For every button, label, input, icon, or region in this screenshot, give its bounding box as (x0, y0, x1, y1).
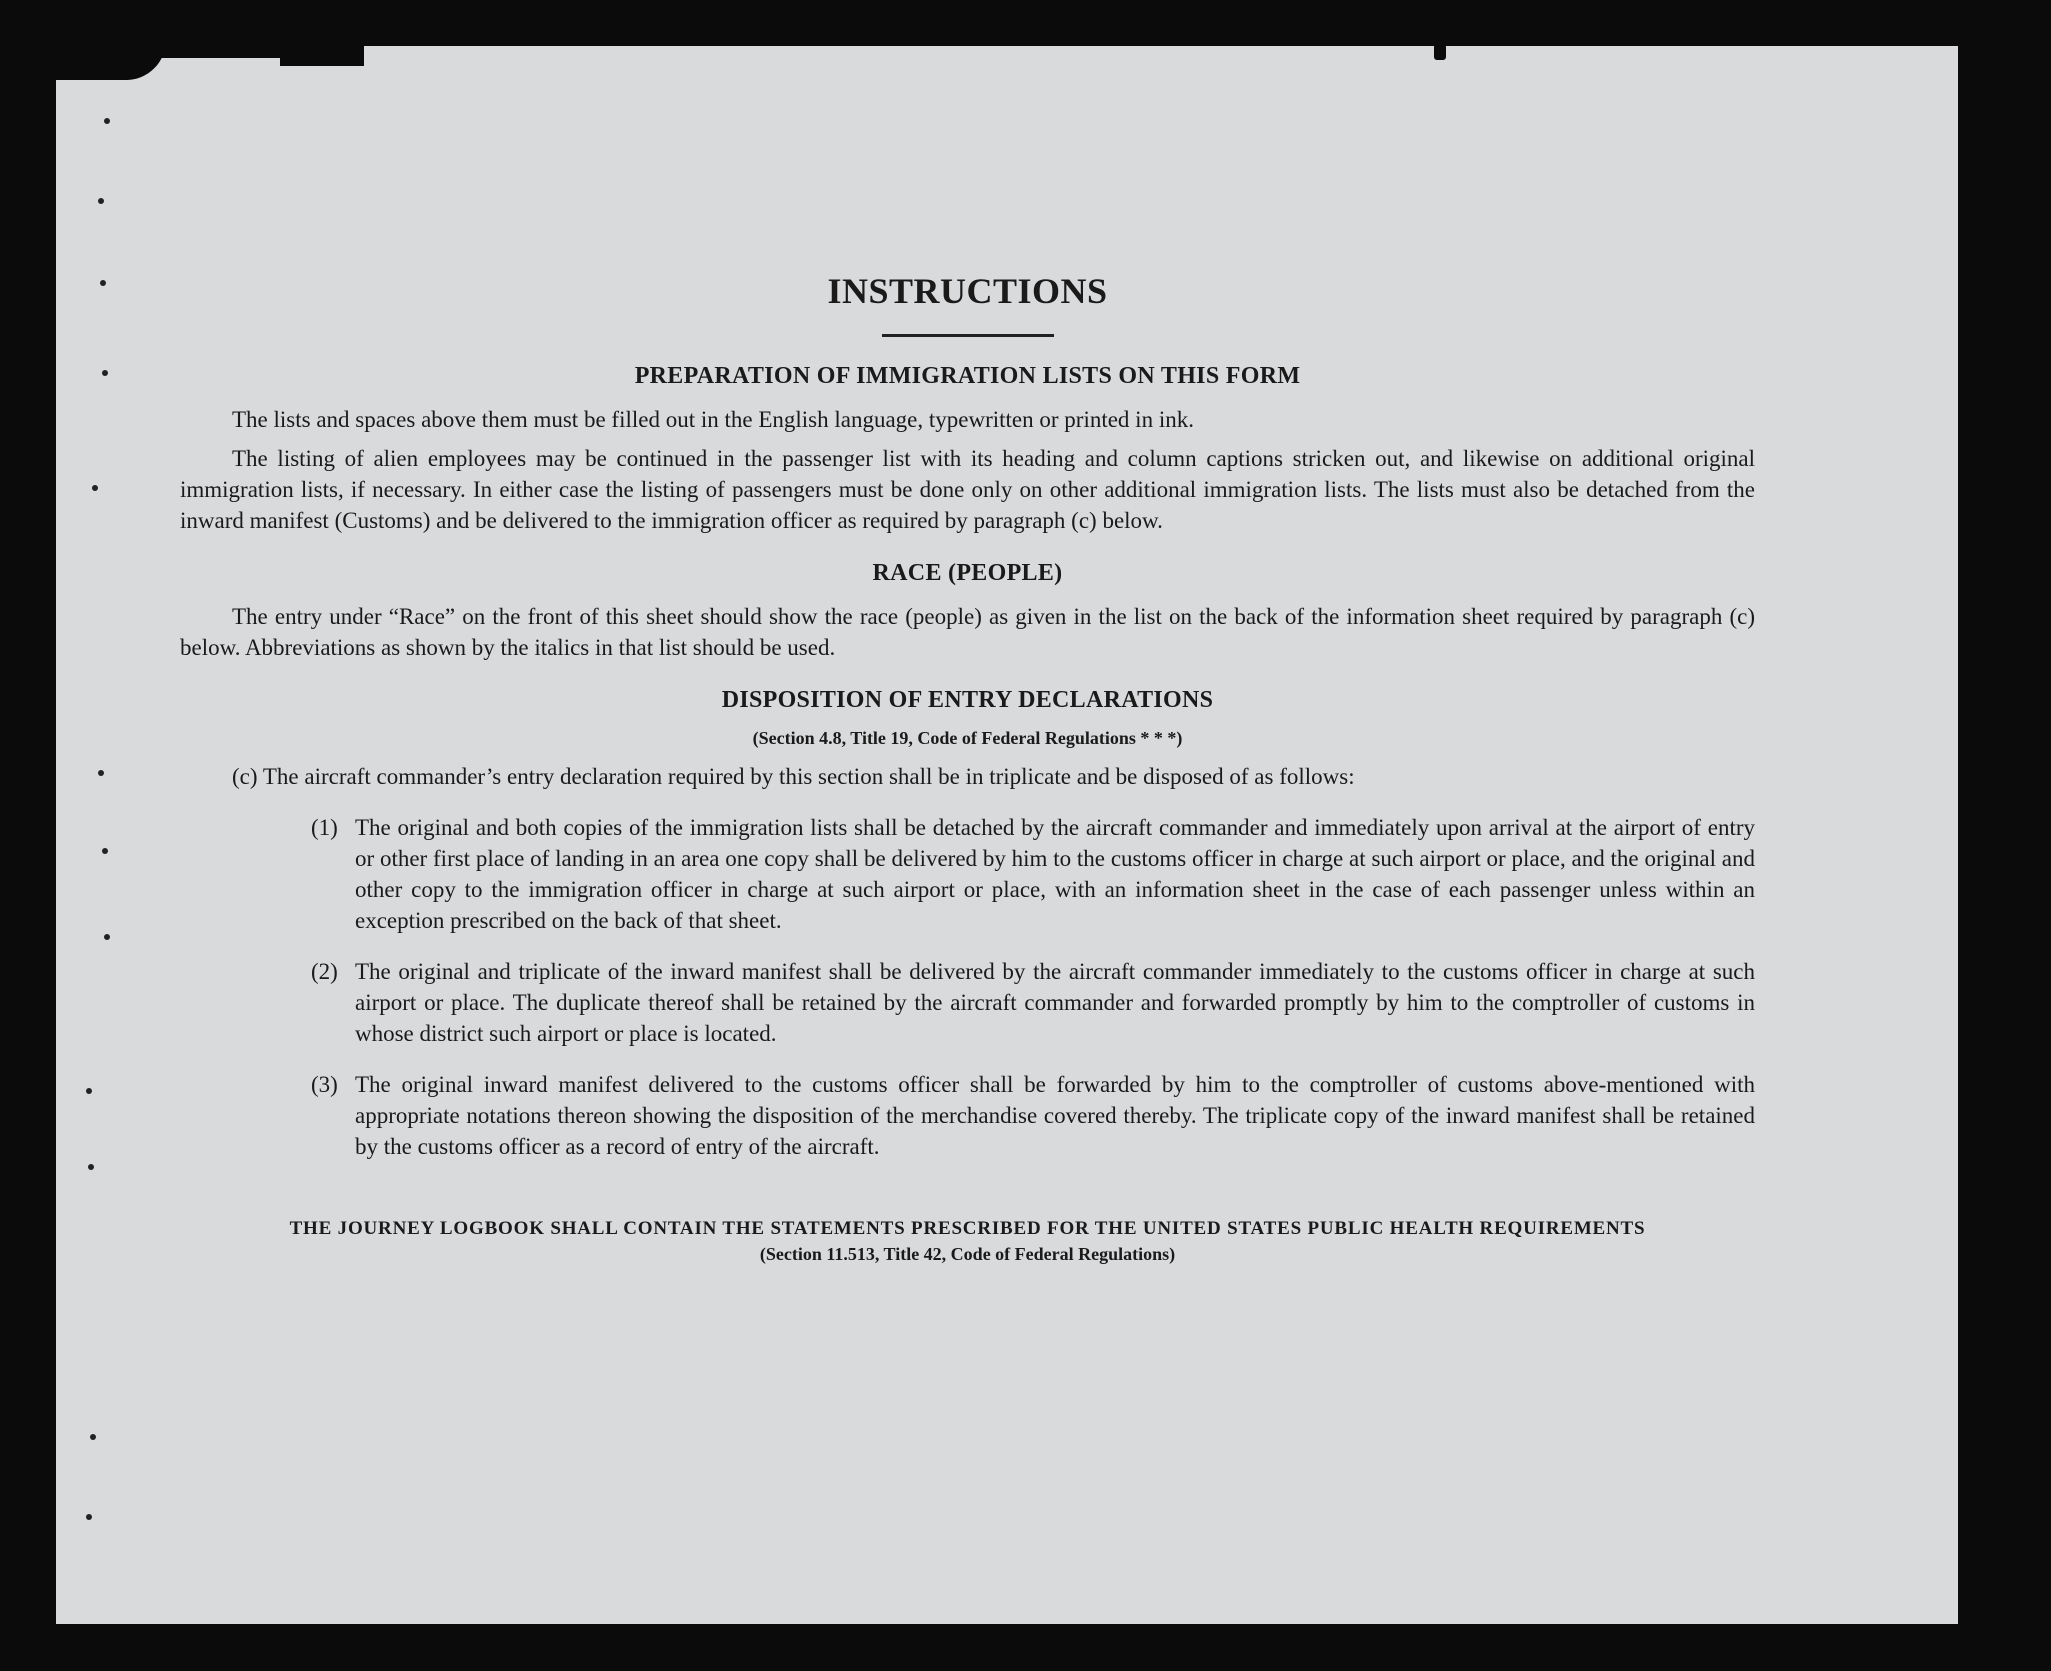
list-item-text: The original and triplicate of the inward manifest shall be delivered by the aircraft commander immediately to the customs officer in charge at such airport or place. The duplicate thereof shall be retained by the aircraft commander and forwarded promptly by him to the comptroller of customs in whose district such airport or place is located. (355, 959, 1755, 1046)
punch-mark (100, 280, 106, 286)
list-item-text: The original and both copies of the immigration lists shall be detached by the aircraft commander and immediately upon arrival at the airport of entry or other first place of landing in an area one copy shall be delivered by him to the customs officer in charge at such airport or place, and the original and other copy to the immigration officer in charge at such airport or place, with an information sheet in the case of each passenger unless within an exception prescribed on the back of that sheet. (355, 815, 1755, 933)
instructions-content (180, 270, 1755, 1265)
punch-mark (88, 1164, 94, 1170)
footer-statement: THE JOURNEY LOGBOOK SHALL CONTAIN THE STATEMENTS PRESCRIBED FOR THE UNITED STATES PUBLIC HEALTH REQUIREMENTS (289, 1218, 1646, 1239)
paragraph: The listing of alien employees may be continued in the passenger list with its heading and column captions stricken out, and likewise on additional original immigration lists, if necessary. In either case the listing of passengers must be done only on other additional immigration lists. The lists must also be detached from the inward manifest (Customs) and be delivered to the immigration officer as required by paragraph (c) below. (180, 446, 1755, 533)
punch-mark (86, 1088, 92, 1094)
section-heading-race: RACE (PEOPLE) (872, 560, 1063, 586)
punch-mark (104, 118, 110, 124)
title-divider (882, 334, 1054, 337)
punch-mark (102, 370, 108, 376)
page-title: INSTRUCTIONS (827, 271, 1108, 311)
paragraph: The entry under “Race” on the front of this sheet should show the race (people) as given in the list on the back of the information sheet required by paragraph (c) below. Abbreviations as shown by the italics in that list should be used. (180, 604, 1755, 660)
paragraph: (c) The aircraft commander’s entry declaration required by this section shall be in triplicate and be disposed of as follows: (232, 764, 1355, 789)
section-heading-disposition: DISPOSITION OF ENTRY DECLARATIONS (721, 687, 1214, 713)
list-item (180, 1069, 1755, 1162)
section-heading-preparation: PREPARATION OF IMMIGRATION LISTS ON THIS FORM (634, 363, 1301, 389)
punch-mark (86, 1514, 92, 1520)
list-item (180, 812, 1755, 936)
punch-mark (92, 485, 98, 491)
list-item-number: (3) (311, 1072, 338, 1097)
torn-edge (160, 40, 280, 58)
punch-mark (98, 198, 104, 204)
list-item-text: The original inward manifest delivered to the customs officer shall be forwarded by him to the comptroller of customs above-mentioned with appropriate notations thereon showing the disposition of the merchandise covered thereby. The triplicate copy of the inward manifest shall be retained by the customs officer as a record of entry of the aircraft. (355, 1072, 1755, 1159)
punch-mark (90, 1434, 96, 1440)
list-item-number: (2) (311, 959, 338, 984)
punch-mark (104, 934, 110, 940)
punch-mark (102, 848, 108, 854)
paragraph: The lists and spaces above them must be filled out in the English language, typewritten or printed in ink. (232, 407, 1194, 432)
torn-edge (1434, 44, 1446, 60)
punch-mark (98, 770, 104, 776)
list-item-number: (1) (311, 815, 338, 840)
section-citation: (Section 4.8, Title 19, Code of Federal Regulations * * *) (752, 728, 1183, 748)
list-item (180, 956, 1755, 1049)
torn-edge (280, 40, 364, 66)
footer-citation: (Section 11.513, Title 42, Code of Federal Regulations) (759, 1244, 1176, 1264)
